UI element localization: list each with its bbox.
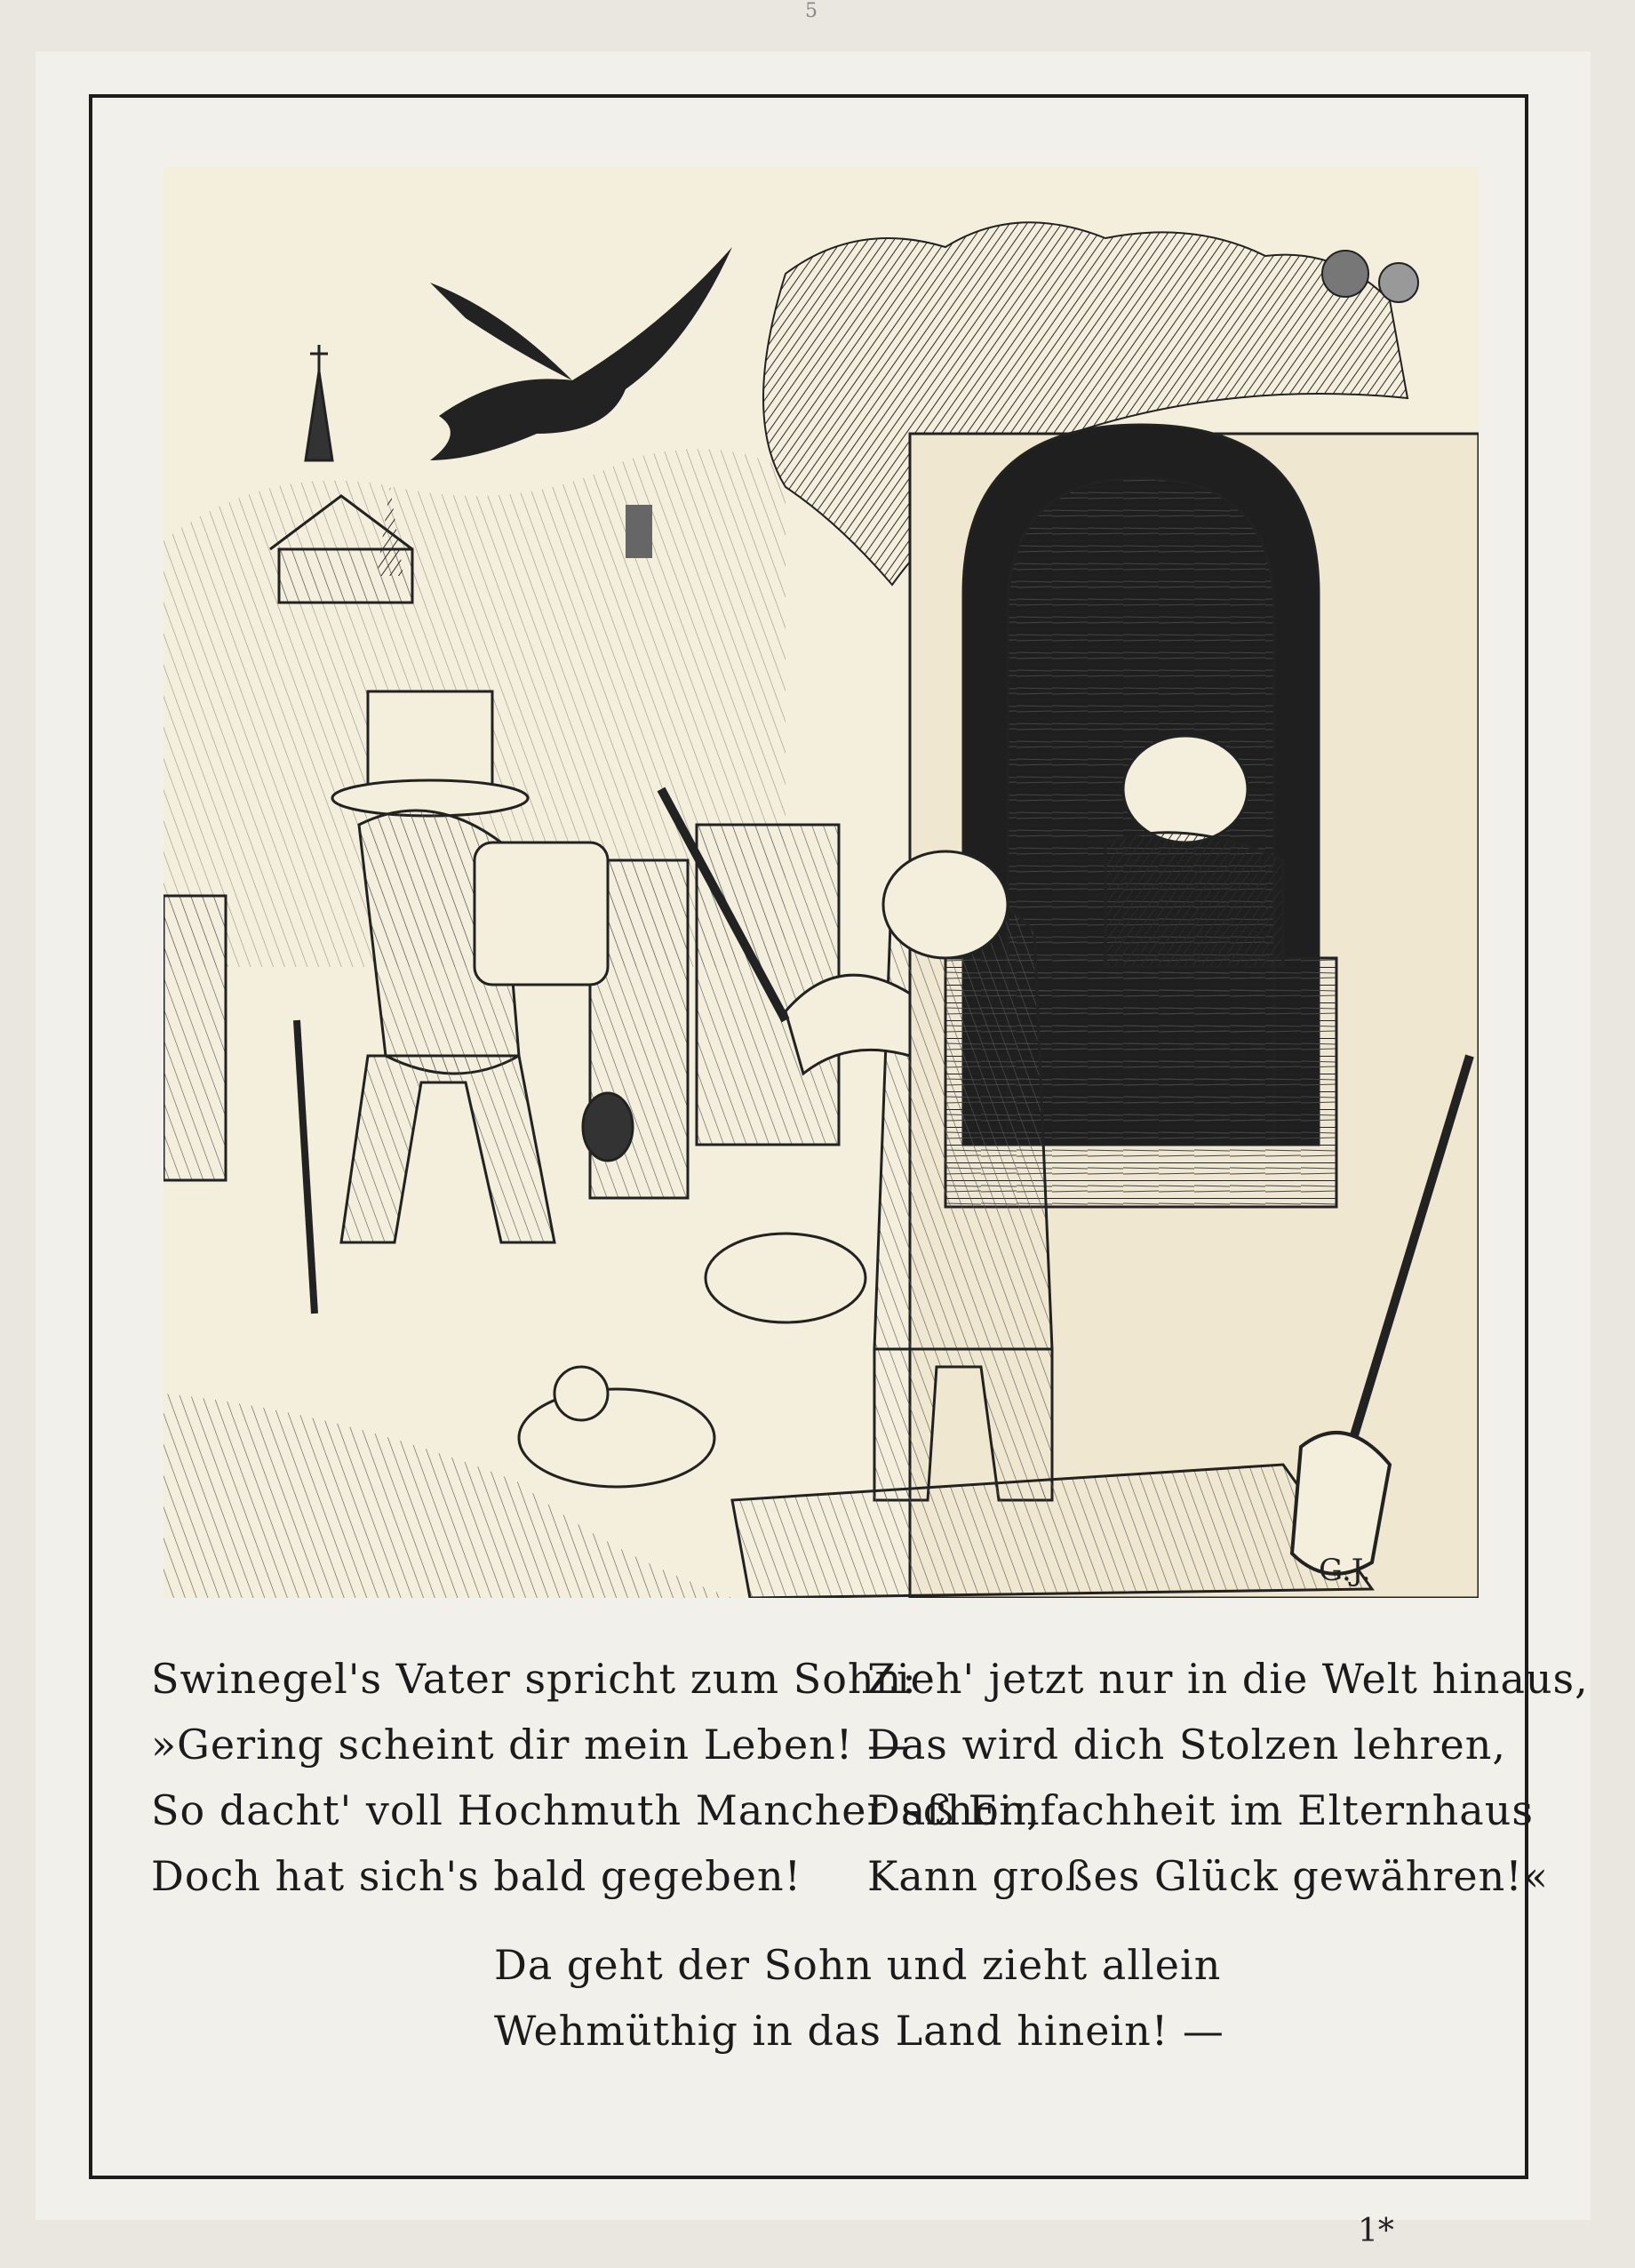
- verse-closing-line-2: Wehmüthig in das Land hinein! —: [494, 2007, 1224, 2055]
- verse-right-line-2: Das wird dich Stolzen lehren,: [867, 1721, 1506, 1769]
- verse-left-line-2: »Gering scheint dir mein Leben! —: [151, 1721, 909, 1769]
- woodcut-illustration: [164, 167, 1479, 1598]
- crow: [430, 247, 732, 460]
- top-page-mark: 5: [805, 0, 818, 22]
- verse-left-line-1: Swinegel's Vater spricht zum Sohn:: [151, 1655, 917, 1703]
- verse-left-line-4: Doch hat sich's bald gegeben!: [151, 1852, 802, 1900]
- verse-right-line-3: Daß Einfachheit im Elternhaus: [867, 1786, 1534, 1834]
- verse-right-line-1: Zieh' jetzt nur in die Welt hinaus,: [867, 1655, 1589, 1703]
- verse-left-line-3: So dacht' voll Hochmuth Mancher schon,: [151, 1786, 1041, 1834]
- verse-closing-line-1: Da geht der Sohn und zieht allein: [494, 1941, 1222, 1989]
- artist-monogram: G.J.: [1319, 1553, 1371, 1588]
- ducks: [519, 1234, 865, 1487]
- page-number: 1*: [1358, 2213, 1394, 2249]
- verse-right-line-4: Kann großes Glück gewähren!«: [867, 1852, 1549, 1900]
